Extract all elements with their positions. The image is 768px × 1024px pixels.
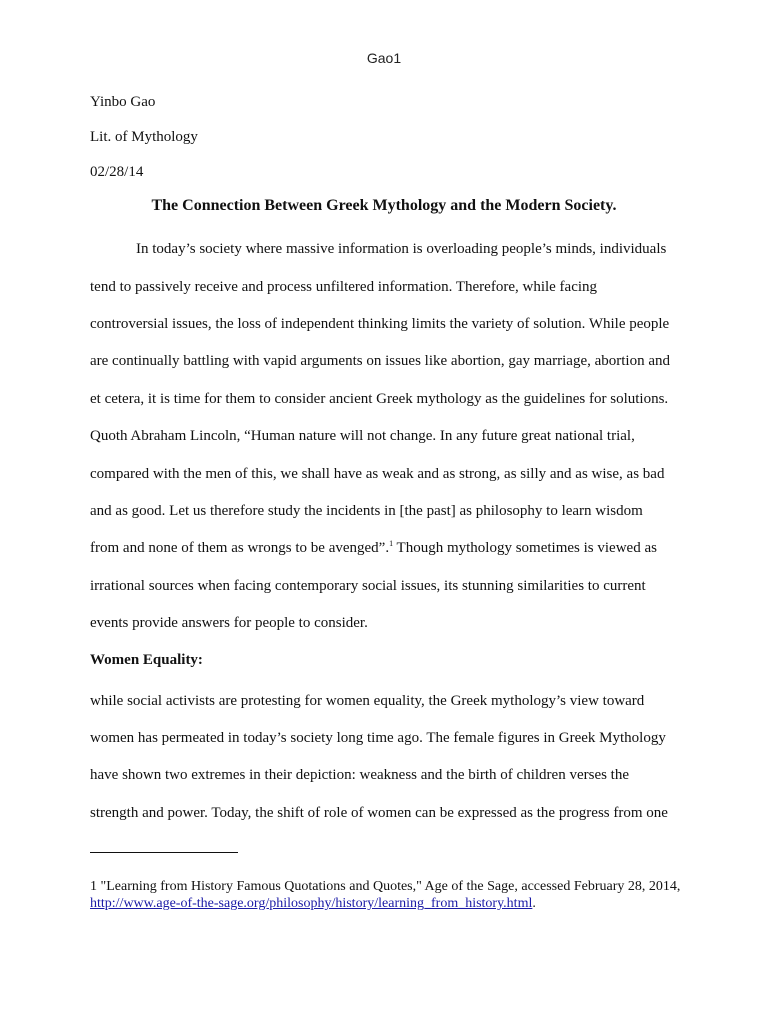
- document-title: The Connection Between Greek Mythology and the Modern Society.: [151, 197, 617, 214]
- footnote-period: .: [532, 896, 536, 911]
- paragraph-line: and as good. Let us therefore study the incidents in [the past] as philosophy to learn wisdom: [90, 503, 643, 519]
- paragraph-line: et cetera, it is time for them to consider ancient Greek mythology as the guidelines for solutions.: [90, 391, 669, 407]
- paragraph-line: while social activists are protesting for women equality, the Greek mythology’s view toward: [90, 693, 645, 709]
- paragraph-line: compared with the men of this, we shall have as weak and as strong, as silly and as wise, as bad: [90, 466, 665, 482]
- paragraph-line: irrational sources when facing contemporary social issues, its stunning similarities to current: [90, 578, 646, 594]
- footnote: [90, 878, 690, 912]
- paragraph-line: strength and power. Today, the shift of role of women can be expressed as the progress from one: [90, 805, 668, 821]
- footnote-reference[interactable]: 1: [389, 539, 394, 548]
- paragraph-text: from and none of them as wrongs to be avenged”.: [90, 540, 390, 556]
- section-heading: Women Equality:: [90, 652, 203, 668]
- paragraph-line: [90, 539, 657, 557]
- author-name: Yinbo Gao: [90, 94, 156, 110]
- paragraph-line: controversial issues, the loss of independent thinking limits the variety of solution. While people: [90, 316, 670, 332]
- footnote-link[interactable]: http://www.age-of-the-sage.org/philosophy/history/learning_from_history.html: [90, 896, 533, 911]
- footnote-number: 1: [90, 879, 97, 894]
- paragraph-line: Quoth Abraham Lincoln, “Human nature will not change. In any future great national trial,: [90, 428, 635, 444]
- paragraph-line: In today’s society where massive information is overloading people’s minds, individuals: [136, 241, 667, 257]
- document-date: 02/28/14: [90, 164, 144, 180]
- paragraph-text: Though mythology sometimes is viewed as: [393, 540, 657, 556]
- paragraph-line: events provide answers for people to consider.: [90, 615, 368, 631]
- page-header: Gao1: [366, 50, 402, 66]
- paragraph-line: are continually battling with vapid arguments on issues like abortion, gay marriage, abortion and: [90, 353, 670, 369]
- course-name: Lit. of Mythology: [90, 129, 198, 145]
- paragraph-line: women has permeated in today’s society long time ago. The female figures in Greek Mythology: [90, 730, 666, 746]
- footnote-text: "Learning from History Famous Quotations and Quotes," Age of the Sage, accessed February 28, 2014,: [97, 879, 681, 894]
- paragraph-line: have shown two extremes in their depiction: weakness and the birth of children verses the: [90, 767, 630, 783]
- footnote-divider: [90, 852, 238, 853]
- paragraph-line: tend to passively receive and process unfiltered information. Therefore, while facing: [90, 279, 598, 295]
